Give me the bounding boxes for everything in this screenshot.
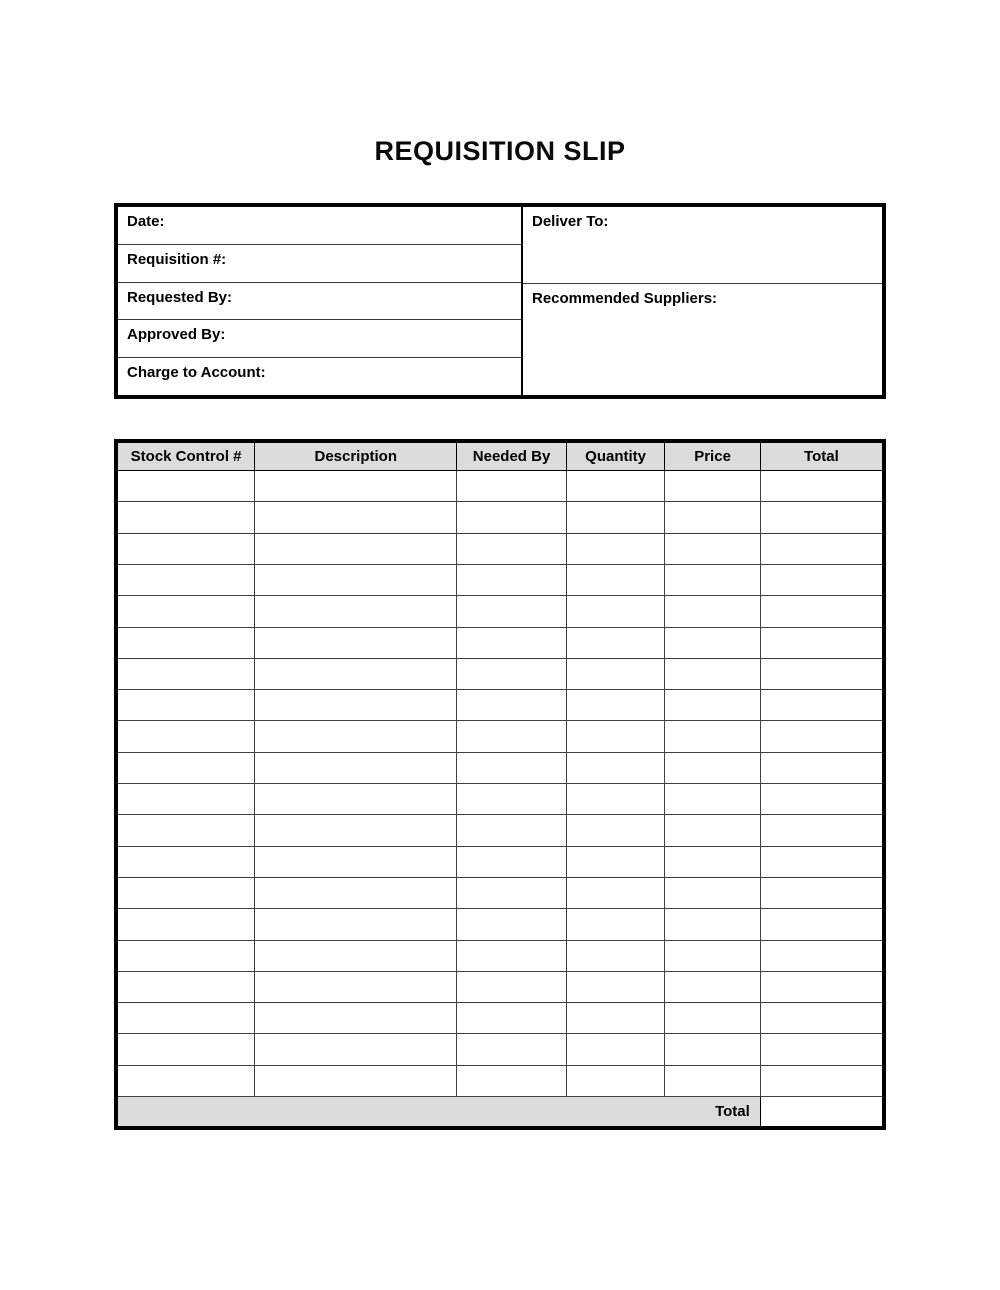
column-header-price: Price — [665, 441, 760, 471]
items-table-header — [116, 441, 884, 471]
cell-quantity[interactable] — [566, 533, 665, 564]
cell-quantity[interactable] — [566, 564, 665, 595]
column-header-stock-control: Stock Control # — [116, 441, 255, 471]
field-date[interactable] — [118, 207, 521, 244]
cell-price[interactable] — [665, 752, 760, 783]
cell-needed-by[interactable] — [457, 627, 567, 658]
cell-needed-by[interactable] — [457, 564, 567, 595]
cell-quantity[interactable] — [566, 815, 665, 846]
table-row — [116, 564, 884, 595]
cell-description[interactable] — [255, 658, 457, 689]
cell-stock-control[interactable] — [116, 940, 255, 971]
cell-quantity[interactable] — [566, 752, 665, 783]
cell-quantity[interactable] — [566, 971, 665, 1002]
cell-stock-control[interactable] — [116, 502, 255, 533]
cell-stock-control[interactable] — [116, 690, 255, 721]
field-deliver-to[interactable] — [523, 207, 882, 283]
cell-needed-by[interactable] — [457, 971, 567, 1002]
cell-quantity[interactable] — [566, 721, 665, 752]
cell-total[interactable] — [760, 784, 884, 815]
cell-total[interactable] — [760, 877, 884, 908]
cell-quantity[interactable] — [566, 909, 665, 940]
table-row — [116, 1003, 884, 1034]
cell-needed-by[interactable] — [457, 658, 567, 689]
cell-description[interactable] — [255, 1003, 457, 1034]
cell-total[interactable] — [760, 627, 884, 658]
cell-price[interactable] — [665, 658, 760, 689]
cell-description[interactable] — [255, 815, 457, 846]
cell-total[interactable] — [760, 846, 884, 877]
cell-total[interactable] — [760, 815, 884, 846]
field-date-label: Date: — [127, 213, 165, 231]
cell-price[interactable] — [665, 971, 760, 1002]
cell-price[interactable] — [665, 940, 760, 971]
cell-needed-by[interactable] — [457, 1034, 567, 1065]
cell-stock-control[interactable] — [116, 658, 255, 689]
cell-total[interactable] — [760, 1034, 884, 1065]
cell-quantity[interactable] — [566, 471, 665, 502]
cell-total[interactable] — [760, 1065, 884, 1096]
cell-total[interactable] — [760, 909, 884, 940]
field-recommended-suppliers-label: Recommended Suppliers: — [532, 290, 718, 308]
cell-stock-control[interactable] — [116, 721, 255, 752]
cell-needed-by[interactable] — [457, 1003, 567, 1034]
table-row — [116, 627, 884, 658]
cell-stock-control[interactable] — [116, 627, 255, 658]
cell-description[interactable] — [255, 627, 457, 658]
cell-price[interactable] — [665, 877, 760, 908]
cell-stock-control[interactable] — [116, 815, 255, 846]
cell-total[interactable] — [760, 502, 884, 533]
field-charge-to-account-label: Charge to Account: — [127, 364, 266, 382]
items-table-footer — [116, 1096, 884, 1128]
cell-quantity[interactable] — [566, 1034, 665, 1065]
cell-needed-by[interactable] — [457, 502, 567, 533]
page-title: REQUISITION SLIP — [374, 136, 626, 166]
field-approved-by[interactable] — [118, 319, 521, 357]
cell-needed-by[interactable] — [457, 596, 567, 627]
cell-description[interactable] — [255, 1065, 457, 1096]
field-requisition-number-label: Requisition #: — [127, 250, 227, 268]
cell-description[interactable] — [255, 752, 457, 783]
items-table — [114, 439, 886, 1130]
table-row — [116, 533, 884, 564]
cell-needed-by[interactable] — [457, 752, 567, 783]
cell-needed-by[interactable] — [457, 533, 567, 564]
info-box-left-column — [118, 207, 523, 395]
cell-price[interactable] — [665, 1003, 760, 1034]
cell-needed-by[interactable] — [457, 940, 567, 971]
cell-needed-by[interactable] — [457, 846, 567, 877]
column-header-total: Total — [760, 441, 884, 471]
field-requested-by-label: Requested By: — [127, 288, 233, 306]
cell-stock-control[interactable] — [116, 784, 255, 815]
cell-quantity[interactable] — [566, 1003, 665, 1034]
info-box-right-column — [523, 207, 882, 395]
cell-description[interactable] — [255, 784, 457, 815]
table-row — [116, 1065, 884, 1096]
cell-total[interactable] — [760, 596, 884, 627]
field-charge-to-account[interactable] — [118, 357, 521, 395]
table-row — [116, 690, 884, 721]
cell-stock-control[interactable] — [116, 1003, 255, 1034]
cell-needed-by[interactable] — [457, 1065, 567, 1096]
cell-description[interactable] — [255, 533, 457, 564]
cell-description[interactable] — [255, 1034, 457, 1065]
field-requested-by[interactable] — [118, 282, 521, 320]
cell-stock-control[interactable] — [116, 909, 255, 940]
cell-stock-control[interactable] — [116, 471, 255, 502]
cell-total[interactable] — [760, 690, 884, 721]
cell-stock-control[interactable] — [116, 846, 255, 877]
cell-total[interactable] — [760, 658, 884, 689]
column-header-quantity: Quantity — [566, 441, 665, 471]
cell-price[interactable] — [665, 471, 760, 502]
cell-needed-by[interactable] — [457, 690, 567, 721]
cell-price[interactable] — [665, 909, 760, 940]
cell-needed-by[interactable] — [457, 471, 567, 502]
total-label: Total — [116, 1096, 760, 1128]
cell-quantity[interactable] — [566, 627, 665, 658]
cell-stock-control[interactable] — [116, 752, 255, 783]
cell-stock-control[interactable] — [116, 1034, 255, 1065]
table-row — [116, 784, 884, 815]
field-requisition-number[interactable] — [118, 244, 521, 282]
field-recommended-suppliers[interactable] — [523, 283, 882, 395]
cell-price[interactable] — [665, 1034, 760, 1065]
table-row — [116, 752, 884, 783]
cell-total[interactable] — [760, 533, 884, 564]
cell-description[interactable] — [255, 471, 457, 502]
cell-description[interactable] — [255, 877, 457, 908]
cell-price[interactable] — [665, 784, 760, 815]
cell-price[interactable] — [665, 1065, 760, 1096]
cell-description[interactable] — [255, 971, 457, 1002]
cell-price[interactable] — [665, 690, 760, 721]
table-row — [116, 658, 884, 689]
cell-stock-control[interactable] — [116, 533, 255, 564]
info-box — [114, 203, 886, 399]
column-header-needed-by: Needed By — [457, 441, 567, 471]
cell-stock-control[interactable] — [116, 596, 255, 627]
table-row — [116, 471, 884, 502]
cell-needed-by[interactable] — [457, 877, 567, 908]
cell-description[interactable] — [255, 502, 457, 533]
cell-stock-control[interactable] — [116, 564, 255, 595]
cell-quantity[interactable] — [566, 1065, 665, 1096]
cell-needed-by[interactable] — [457, 784, 567, 815]
cell-total[interactable] — [760, 940, 884, 971]
cell-description[interactable] — [255, 940, 457, 971]
cell-stock-control[interactable] — [116, 971, 255, 1002]
cell-price[interactable] — [665, 596, 760, 627]
total-value[interactable] — [760, 1096, 884, 1128]
cell-quantity[interactable] — [566, 846, 665, 877]
cell-stock-control[interactable] — [116, 877, 255, 908]
cell-price[interactable] — [665, 815, 760, 846]
cell-description[interactable] — [255, 846, 457, 877]
cell-stock-control[interactable] — [116, 1065, 255, 1096]
table-row — [116, 1034, 884, 1065]
cell-price[interactable] — [665, 564, 760, 595]
table-row — [116, 815, 884, 846]
cell-price[interactable] — [665, 846, 760, 877]
cell-price[interactable] — [665, 502, 760, 533]
cell-quantity[interactable] — [566, 940, 665, 971]
cell-quantity[interactable] — [566, 784, 665, 815]
cell-description[interactable] — [255, 690, 457, 721]
cell-total[interactable] — [760, 752, 884, 783]
cell-total[interactable] — [760, 564, 884, 595]
cell-quantity[interactable] — [566, 690, 665, 721]
cell-description[interactable] — [255, 596, 457, 627]
header-row — [116, 441, 884, 471]
table-row — [116, 596, 884, 627]
cell-needed-by[interactable] — [457, 815, 567, 846]
cell-quantity[interactable] — [566, 877, 665, 908]
cell-total[interactable] — [760, 471, 884, 502]
total-row — [116, 1096, 884, 1128]
cell-needed-by[interactable] — [457, 721, 567, 752]
table-row — [116, 877, 884, 908]
cell-price[interactable] — [665, 627, 760, 658]
cell-price[interactable] — [665, 533, 760, 564]
cell-price[interactable] — [665, 721, 760, 752]
cell-total[interactable] — [760, 1003, 884, 1034]
cell-quantity[interactable] — [566, 502, 665, 533]
cell-needed-by[interactable] — [457, 909, 567, 940]
table-row — [116, 971, 884, 1002]
column-header-description: Description — [255, 441, 457, 471]
field-deliver-to-label: Deliver To: — [532, 213, 609, 231]
table-row — [116, 940, 884, 971]
table-row — [116, 909, 884, 940]
cell-quantity[interactable] — [566, 596, 665, 627]
cell-description[interactable] — [255, 564, 457, 595]
cell-total[interactable] — [760, 721, 884, 752]
cell-total[interactable] — [760, 971, 884, 1002]
cell-quantity[interactable] — [566, 658, 665, 689]
table-row — [116, 846, 884, 877]
table-row — [116, 721, 884, 752]
field-approved-by-label: Approved By: — [127, 326, 226, 344]
cell-description[interactable] — [255, 721, 457, 752]
items-table-body — [116, 471, 884, 1097]
cell-description[interactable] — [255, 909, 457, 940]
table-row — [116, 502, 884, 533]
